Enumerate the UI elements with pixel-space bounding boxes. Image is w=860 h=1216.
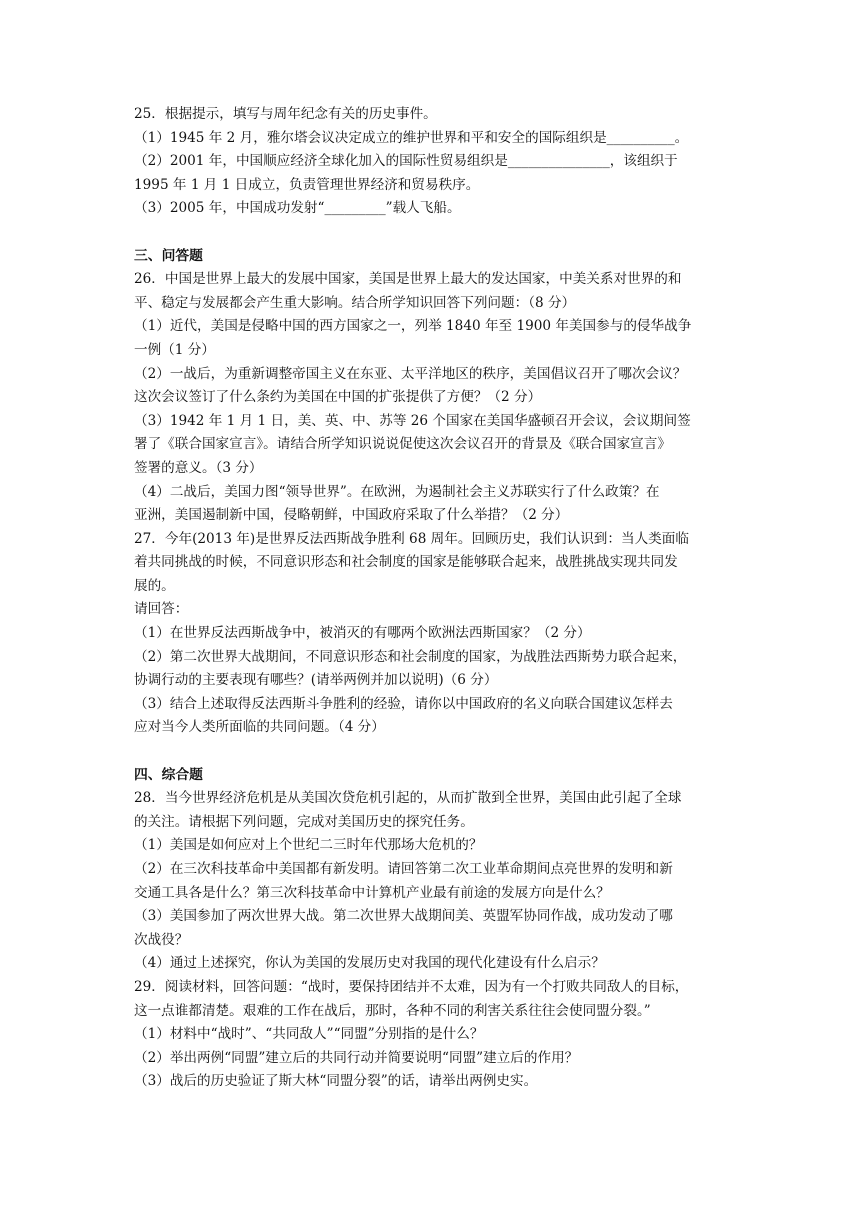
question-27-item-3-line-1: （3）结合上述取得反法西斯斗争胜利的经验，请你以中国政府的名义向联合国建议怎样去 [134,695,673,712]
question-27-intro-line-2: 着共同挑战的时候，不同意识形态和社会制度的国家是能够联合起来，战胜挑战实现共同发 [134,554,678,571]
question-27-prompt: 请回答： [134,601,189,618]
question-26-item-4-line-1: （4）二战后，美国力图“领导世界”。在欧洲，为遏制社会主义苏联实行了什么政策？在 [134,483,660,500]
question-28-item-2-line-1: （2）在三次科技革命中美国都有新发明。请回答第二次工业革命期间点亮世界的发明和新 [134,861,673,877]
question-29-intro-line-2: 这一点谁都清楚。艰难的工作在战后，那时，各种不同的利害关系往往会使同盟分裂。” [134,1002,651,1019]
question-25-item-1: （1）1945 年 2 月，雅尔塔会议决定成立的维护世界和平和安全的国际组织是__________。 [134,129,689,146]
question-28-item-2-line-2: 交通工具各是什么？第三次科技革命中计算机产业最有前途的发展方向是什么？ [134,884,610,901]
question-26 [134,268,734,528]
question-27 [134,528,734,740]
question-26-intro-line-2: 平、稳定与发展都会产生重大影响。结合所学知识回答下列问题：（8 分） [134,294,576,311]
question-29-intro-line-1: 29．阅读材料，回答问题：“战时，要保持团结并不太难，因为有一个打败共同敌人的目标， [134,978,689,995]
question-28 [134,787,734,976]
question-28-intro-line-2: 的关注。请根据下列问题，完成对美国历史的探究任务。 [134,813,474,830]
question-27-intro-line-1: 27．今年(2013 年)是世界反法西斯战争胜利 68 周年。回顾历史，我们认识到：当人类面临 [134,530,689,547]
section-spacer [134,221,734,245]
question-28-item-3-line-2: 次战役？ [134,931,189,948]
question-25-item-2-line-2: 1995 年 1 月 1 日成立，负责管理世界经济和贸易秩序。 [134,176,480,193]
question-27-item-3-line-2: 应对当今人类所面临的共同问题。（4 分） [134,719,385,736]
question-26-item-2-line-1: （2）一战后，为重新调整帝国主义在东亚、太平洋地区的秩序，美国倡议召开了哪次会议？ [134,365,687,382]
question-29-item-1: （1）材料中“战时”、“共同敌人”“同盟”分别指的是什么？ [134,1026,484,1043]
question-25 [134,103,734,221]
question-26-item-2-line-2: 这次会议签订了什么条约为美国在中国的扩张提供了方便？（2 分） [134,389,542,406]
question-26-item-4-line-2: 亚洲，美国遏制新中国，侵略朝鲜，中国政府采取了什么举措？（2 分） [134,507,569,524]
question-27-intro-line-3: 展的。 [134,577,175,594]
question-26-item-1-line-1: （1）近代，美国是侵略中国的西方国家之一，列举 1840 年至 1900 年美国参与的侵华战争 [134,318,692,335]
question-28-item-1: （1）美国是如何应对上个世纪二三时年代那场大危机的？ [134,837,483,854]
question-26-item-3-line-3: 签署的意义。（3 分） [134,459,263,476]
question-27-item-2-line-2: 协调行动的主要表现有哪些？(请举两例并加以说明)（6 分） [134,672,498,689]
question-26-item-3-line-2: 署了《联合国家宣言》。请结合所学知识说说促使这次会议召开的背景及《联合国家宣言》 [134,436,671,453]
page-content [134,103,734,1094]
question-27-item-1: （1）在世界反法西斯战争中，被消灭的有哪两个欧洲法西斯国家？（2 分） [134,625,591,642]
question-29-item-3: （3）战后的历史验证了斯大林“同盟分裂”的话，请举出两例史实。 [134,1073,538,1090]
question-25-item-2-line-1: （2）2001 年，中国顺应经济全球化加入的国际性贸易组织是_______________，该组织于 [134,153,678,170]
question-25-item-3: （3）2005 年，中国成功发射“_________”载人飞船。 [134,200,461,217]
question-28-item-4: （4）通过上述探究，你认为美国的发展历史对我国的现代化建设有什么启示？ [134,955,605,972]
question-28-item-3-line-1: （3）美国参加了两次世界大战。第二次世界大战期间美、英盟军协同作战，成功发动了哪 [134,908,673,925]
question-25-title: 25．根据提示，填写与周年纪念有关的历史事件。 [134,106,437,122]
question-27-item-2-line-1: （2）第二次世界大战期间，不同意识形态和社会制度的国家，为战胜法西斯势力联合起来， [134,648,687,665]
section-4-heading: 四、综合题 [134,766,203,783]
question-26-item-1-line-2: 一例（1 分） [134,341,215,358]
question-26-intro-line-1: 26．中国是世界上最大的发展中国家，美国是世界上最大的发达国家，中美关系对世界的和 [134,271,682,288]
question-29 [134,976,734,1094]
section-3-heading: 三、问答题 [134,247,203,264]
question-29-item-2: （2）举出两例“同盟”建立后的共同行动并简要说明“同盟”建立后的作用？ [134,1049,579,1066]
question-26-item-3-line-1: （3）1942 年 1 月 1 日，美、英、中、苏等 26 个国家在美国华盛顿召开会议，会议期间签 [134,412,691,429]
question-28-intro-line-1: 28．当今世界经济危机是从美国次贷危机引起的，从而扩散到全世界，美国由此引起了全球 [134,790,682,807]
section-spacer [134,740,734,764]
